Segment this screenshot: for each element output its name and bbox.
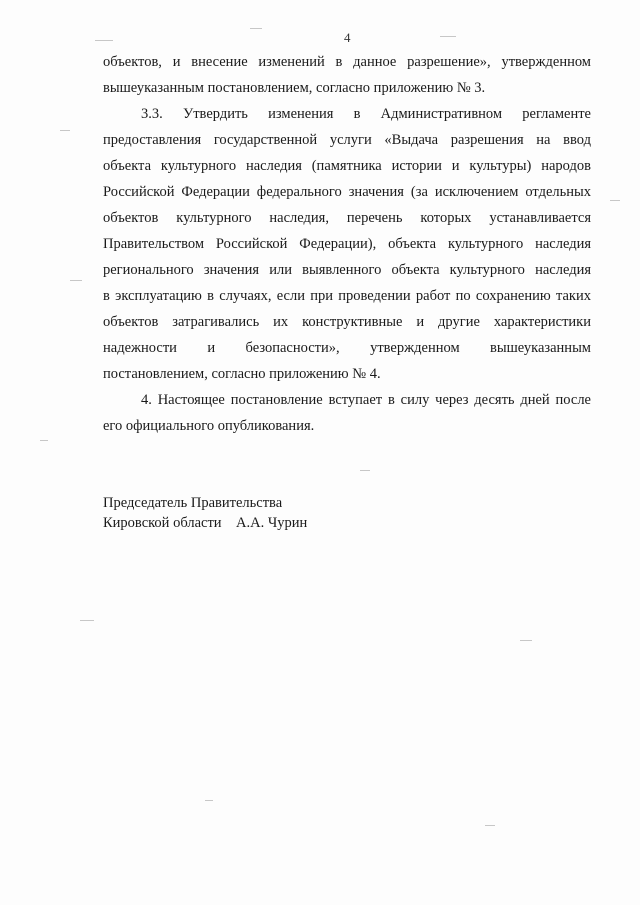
- body-line-3: 3.3. Утвердить изменения в Административном регламенте: [141, 106, 591, 122]
- body-line-13: постановлением, согласно приложению № 4.: [103, 366, 381, 382]
- body-line-4: предоставления государственной услуги «Выдача разрешения на ввод: [103, 132, 591, 148]
- scan-noise: [360, 470, 370, 471]
- scan-noise: [40, 440, 48, 441]
- signature-name: Кировской области А.А. Чурин: [103, 515, 308, 531]
- signature-position: Председатель Правительства: [103, 495, 283, 511]
- scan-noise: [95, 40, 113, 41]
- scan-noise: [205, 800, 213, 801]
- body-line-14: 4. Настоящее постановление вступает в силу через десять дней после: [141, 392, 591, 408]
- body-line-2: вышеуказанным постановлением, согласно приложению № 3.: [103, 80, 486, 96]
- body-line-11: объектов затрагивались их конструктивные и другие характеристики: [103, 314, 591, 330]
- page-number: 4: [344, 30, 351, 45]
- body-line-6: Российской Федерации федерального значения (за исключением отдельных: [103, 184, 591, 200]
- body-line-7: объектов культурного наследия, перечень которых устанавливается: [103, 210, 591, 226]
- scan-noise: [485, 825, 495, 826]
- body-line-10: в эксплуатацию в случаях, если при проведении работ по сохранению таких: [103, 288, 591, 304]
- body-line-8: Правительством Российской Федерации), объекта культурного наследия: [103, 236, 591, 252]
- body-line-9: регионального значения или выявленного объекта культурного наследия: [103, 262, 591, 278]
- body-line-1: объектов, и внесение изменений в данное разрешение», утвержденном: [103, 54, 591, 70]
- scan-noise: [60, 130, 70, 131]
- body-line-12: надежности и безопасности», утвержденном вышеуказанным: [103, 340, 591, 356]
- scan-noise: [520, 640, 532, 641]
- scan-noise: [80, 620, 94, 621]
- body-line-5: объекта культурного наследия (памятника истории и культуры) народов: [103, 158, 591, 174]
- scan-noise: [250, 28, 262, 29]
- scan-noise: [70, 280, 82, 281]
- body-line-15: его официального опубликования.: [103, 418, 315, 434]
- scan-noise: [610, 200, 620, 201]
- scan-noise: [440, 36, 456, 37]
